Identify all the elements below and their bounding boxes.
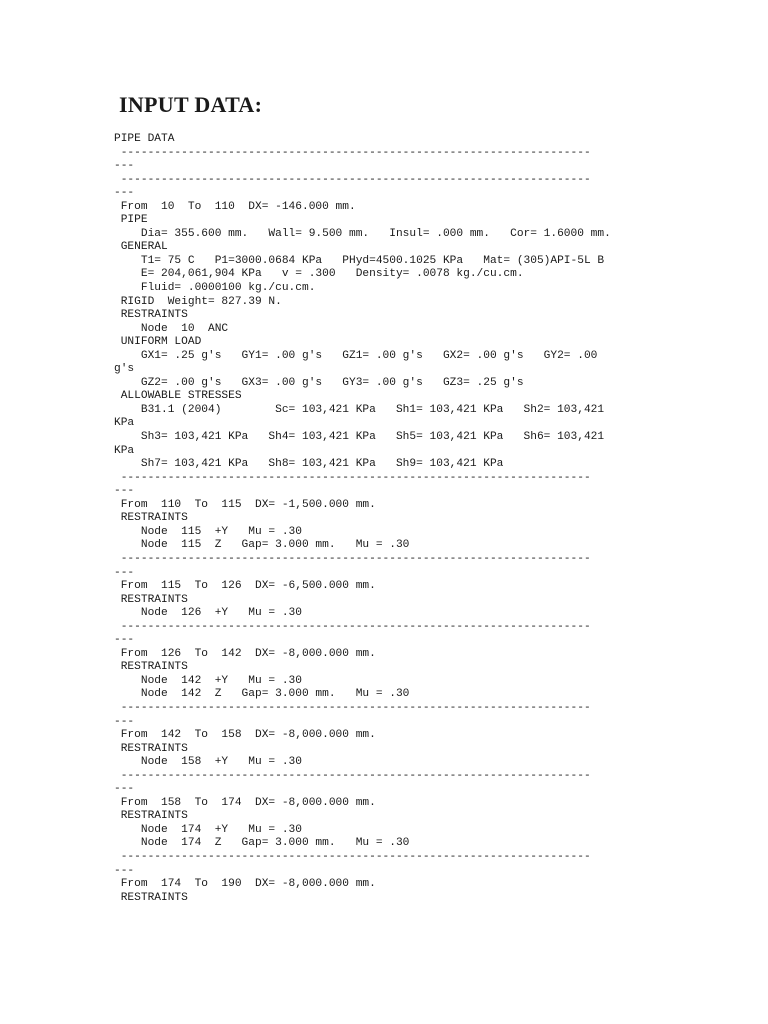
separator-line: ---------------------------------------------------------------------- (114, 146, 591, 159)
listing-line: KPa (114, 444, 135, 457)
segment-header-line: From 174 To 190 DX= -8,000.000 mm. (114, 878, 376, 891)
section-heading-line: PIPE DATA (114, 133, 175, 145)
separator-wrap-line: --- (114, 634, 135, 647)
segment-header-line: From 10 To 110 DX= -146.000 mm. (114, 200, 356, 213)
separator-wrap-line: --- (114, 160, 135, 173)
restraint-node-line: Node 10 ANC (114, 322, 229, 335)
restraint-node-line: Node 126 +Y Mu = .30 (114, 607, 302, 620)
section-heading-line: PIPE (114, 214, 148, 227)
listing-line: g's (114, 363, 135, 376)
separator-line: ---------------------------------------------------------------------- (114, 552, 591, 565)
section-heading-line: RESTRAINTS (114, 810, 188, 823)
listing-line: GX1= .25 g's GY1= .00 g's GZ1= .00 g's GX2= .00 g's GY2= .00 (114, 349, 598, 362)
separator-line: ---------------------------------------------------------------------- (114, 620, 591, 633)
section-heading-line: RESTRAINTS (114, 309, 188, 322)
section-heading-line: RESTRAINTS (114, 891, 188, 904)
restraint-node-line: Node 174 Z Gap= 3.000 mm. Mu = .30 (114, 837, 410, 850)
pipe-data-listing (114, 133, 664, 905)
separator-wrap-line: --- (114, 485, 135, 498)
separator-line: ---------------------------------------------------------------------- (114, 769, 591, 782)
listing-line: RIGID Weight= 827.39 N. (114, 295, 282, 308)
segment-header-line: From 110 To 115 DX= -1,500.000 mm. (114, 498, 376, 511)
separator-line: ---------------------------------------------------------------------- (114, 701, 591, 714)
section-heading-line: RESTRAINTS (114, 661, 188, 674)
restraint-node-line: Node 158 +Y Mu = .30 (114, 756, 302, 769)
separator-wrap-line: --- (114, 783, 135, 796)
listing-line: KPa (114, 417, 135, 430)
restraint-node-line: Node 115 +Y Mu = .30 (114, 525, 302, 538)
listing-line: E= 204,061,904 KPa v = .300 Density= .0078 kg./cu.cm. (114, 268, 524, 281)
segment-header-line: From 142 To 158 DX= -8,000.000 mm. (114, 729, 376, 742)
restraint-node-line: Node 142 +Y Mu = .30 (114, 674, 302, 687)
separator-wrap-line: --- (114, 715, 135, 728)
segment-header-line: From 158 To 174 DX= -8,000.000 mm. (114, 796, 376, 809)
separator-wrap-line: --- (114, 566, 135, 579)
separator-wrap-line: --- (114, 187, 135, 200)
restraint-node-line: Node 115 Z Gap= 3.000 mm. Mu = .30 (114, 539, 410, 552)
separator-wrap-line: --- (114, 864, 135, 877)
document-title: INPUT DATA: (119, 92, 263, 117)
restraint-node-line: Node 174 +Y Mu = .30 (114, 823, 302, 836)
separator-line: ---------------------------------------------------------------------- (114, 471, 591, 484)
listing-line: T1= 75 C P1=3000.0684 KPa PHyd=4500.1025 KPa Mat= (305)API-5L B (114, 254, 605, 267)
listing-line: Sh7= 103,421 KPa Sh8= 103,421 KPa Sh9= 103,421 KPa (114, 458, 504, 471)
separator-line: ---------------------------------------------------------------------- (114, 850, 591, 863)
segment-header-line: From 126 To 142 DX= -8,000.000 mm. (114, 647, 376, 660)
listing-line: B31.1 (2004) Sc= 103,421 KPa Sh1= 103,421 KPa Sh2= 103,421 (114, 403, 605, 416)
section-heading-line: RESTRAINTS (114, 742, 188, 755)
section-heading-line: RESTRAINTS (114, 512, 188, 525)
listing-line: GZ2= .00 g's GX3= .00 g's GY3= .00 g's GZ3= .25 g's (114, 376, 524, 389)
section-heading-line: RESTRAINTS (114, 593, 188, 606)
section-heading-line: GENERAL (114, 241, 168, 254)
listing-line: Dia= 355.600 mm. Wall= 9.500 mm. Insul= .000 mm. Cor= 1.6000 mm. (114, 227, 611, 240)
listing-line: Sh3= 103,421 KPa Sh4= 103,421 KPa Sh5= 103,421 KPa Sh6= 103,421 (114, 431, 605, 444)
restraint-node-line: Node 142 Z Gap= 3.000 mm. Mu = .30 (114, 688, 410, 701)
section-heading-line: UNIFORM LOAD (114, 336, 202, 349)
listing-line: Fluid= .0000100 kg./cu.cm. (114, 282, 316, 295)
separator-line: ---------------------------------------------------------------------- (114, 173, 591, 186)
segment-header-line: From 115 To 126 DX= -6,500.000 mm. (114, 580, 376, 593)
section-heading-line: ALLOWABLE STRESSES (114, 390, 242, 403)
